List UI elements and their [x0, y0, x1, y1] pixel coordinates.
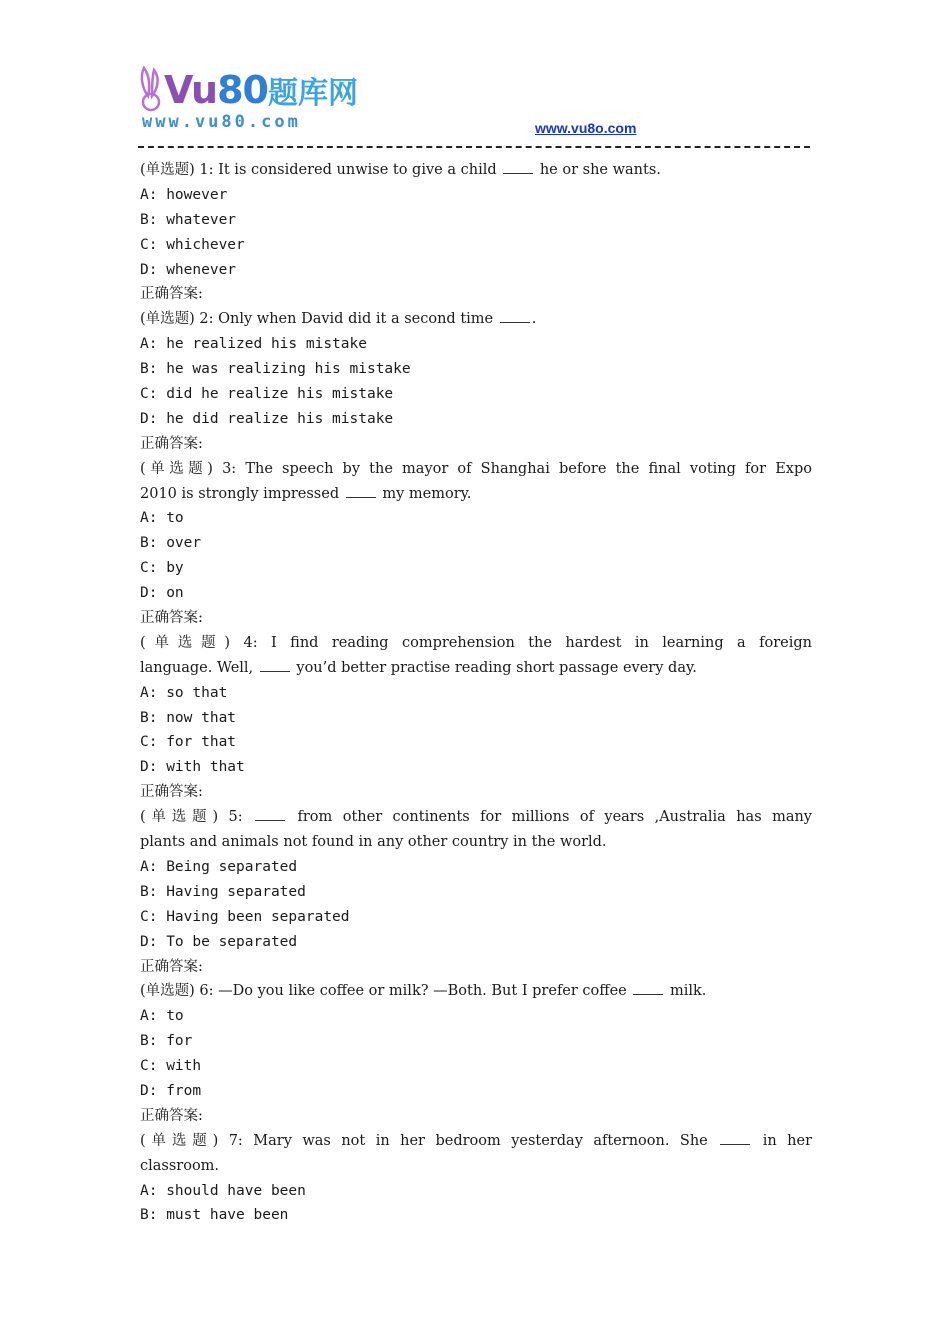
answer-option: D: from	[140, 1082, 202, 1099]
question-4	[140, 631, 812, 805]
question-stem-line	[140, 805, 812, 830]
answer-option: D: on	[140, 585, 184, 602]
correct-answer-label: 正确答案:	[140, 958, 203, 975]
answer-option: C: Having been separated	[140, 908, 350, 925]
question-stem-line	[140, 158, 812, 183]
answer-option: C: did he realize his mistake	[140, 386, 394, 403]
stem-text: (单选题) 1: It is considered unwise to give a child	[140, 162, 502, 178]
logo-wordmark	[164, 68, 358, 116]
stem-text: language. Well,	[140, 659, 258, 676]
answer-option: D: with that	[140, 759, 245, 776]
correct-answer-label: 正确答案:	[140, 435, 203, 452]
stem-text: my memory.	[377, 485, 472, 502]
stem-text: classroom.	[140, 1157, 220, 1174]
answer-option: A: so that	[140, 684, 228, 701]
answer-option: B: he was realizing his mistake	[140, 361, 411, 378]
answer-blank	[500, 310, 530, 323]
answer-option: C: with	[140, 1058, 202, 1075]
answer-option: B: over	[140, 535, 202, 552]
page-header	[0, 0, 950, 160]
logo-part-title: 题库网	[268, 76, 358, 111]
correct-answer-label: 正确答案:	[140, 784, 203, 801]
question-list	[140, 158, 812, 1228]
stem-text: (单选题) 6: —Do you like coffee or milk? —Both. But I prefer coffee	[140, 983, 632, 1000]
logo-url: www.vu80.com	[142, 112, 301, 132]
stem-text: (单选题) 3: The speech by the mayor of Shanghai before the final voting for Expo	[140, 460, 812, 477]
answer-blank	[633, 982, 663, 995]
answer-blank	[346, 485, 376, 498]
stem-text: from other continents for millions of years ,Australia has many	[287, 809, 812, 826]
question-stem-line	[140, 1154, 812, 1179]
answer-option: B: must have been	[140, 1207, 289, 1224]
question-stem-line	[140, 307, 812, 332]
correct-answer-label: 正确答案:	[140, 1107, 203, 1124]
question-7	[140, 1129, 812, 1229]
stem-text: plants and animals not found in any other country in the world.	[140, 834, 607, 851]
answer-option: B: whatever	[140, 211, 237, 228]
question-1	[140, 158, 812, 307]
correct-answer-label: 正确答案:	[140, 286, 203, 303]
answer-option: D: he did realize his mistake	[140, 410, 394, 427]
question-5	[140, 805, 812, 979]
stem-text: (单选题) 7: Mary was not in her bedroom yesterday afternoon. She	[140, 1132, 719, 1149]
question-stem-line	[140, 631, 812, 656]
vu80-logo	[138, 66, 360, 136]
question-3	[140, 457, 812, 631]
answer-option: A: should have been	[140, 1182, 306, 1199]
stem-text: (单选题) 4: I find reading comprehension the hardest in learning a foreign	[140, 634, 812, 651]
correct-answer-label: 正确答案:	[140, 610, 203, 627]
question-stem-line	[140, 830, 812, 855]
stem-text: in her	[752, 1132, 812, 1149]
stem-text: 2010 is strongly impressed	[140, 485, 344, 502]
answer-option: B: Having separated	[140, 883, 306, 900]
question-stem-line	[140, 656, 812, 681]
question-stem-line	[140, 1129, 812, 1154]
answer-blank	[255, 808, 285, 821]
question-2	[140, 307, 812, 456]
stem-text: you’d better practise reading short passage every day.	[291, 659, 697, 676]
answer-option: B: now that	[140, 709, 237, 726]
answer-blank	[503, 161, 533, 174]
site-link[interactable]: www.vu8o.com	[535, 120, 637, 136]
logo-part-vu: Vu	[164, 68, 218, 112]
question-6	[140, 979, 812, 1128]
logo-part-80: 80	[217, 68, 268, 112]
question-stem-line	[140, 457, 812, 482]
question-stem-line	[140, 979, 812, 1004]
answer-option: C: by	[140, 560, 184, 577]
stem-text: (单选题) 5:	[140, 809, 254, 826]
answer-option: A: Being separated	[140, 858, 298, 875]
answer-option: A: to	[140, 510, 184, 527]
question-stem-line	[140, 482, 812, 507]
answer-option: D: whenever	[140, 261, 237, 278]
stem-text: milk.	[665, 983, 707, 1000]
stem-text: he or she wants.	[535, 162, 661, 178]
stem-text: (单选题) 2: Only when David did it a second time	[140, 311, 498, 328]
answer-blank	[260, 659, 290, 672]
stem-text: .	[531, 311, 537, 328]
answer-option: A: however	[140, 186, 228, 203]
answer-option: A: to	[140, 1008, 184, 1025]
answer-option: C: whichever	[140, 236, 245, 253]
answer-option: A: he realized his mistake	[140, 336, 367, 353]
answer-blank	[720, 1132, 750, 1145]
header-divider	[138, 146, 810, 148]
answer-option: D: To be separated	[140, 933, 298, 950]
answer-option: B: for	[140, 1033, 193, 1050]
answer-option: C: for that	[140, 734, 237, 751]
